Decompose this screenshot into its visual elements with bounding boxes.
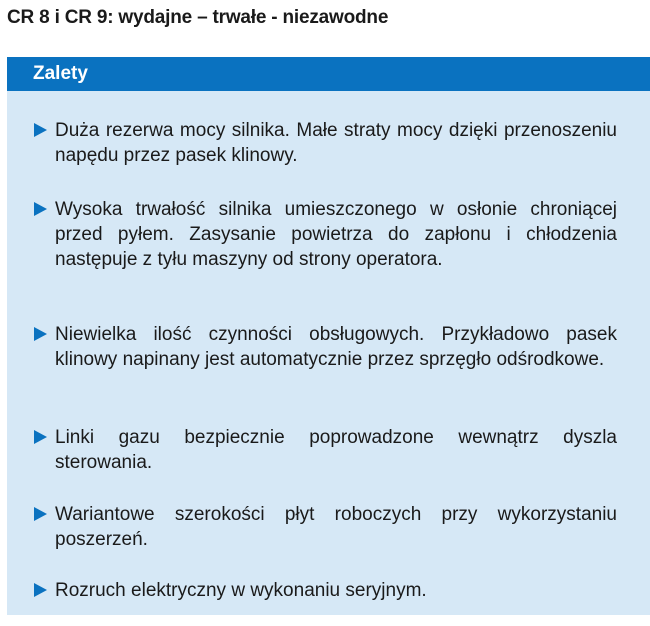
list-item xyxy=(34,502,617,552)
triangle-bullet-icon xyxy=(34,327,47,341)
list-item xyxy=(34,118,617,168)
panel-header xyxy=(7,57,650,91)
advantages-panel xyxy=(7,57,650,615)
list-item xyxy=(34,322,617,372)
triangle-bullet-icon xyxy=(34,583,47,597)
list-item-text: Rozruch elektryczny w wykonaniu seryjnym. xyxy=(55,580,427,601)
list-item-text: Wysoka trwałość silnika umieszczonego w osłonie chroniącej przed pyłem. Zasysanie powietrza do zapłonu i chłodzenia następuje z tyłu maszyny od strony operatora. xyxy=(55,199,617,270)
list-item xyxy=(34,197,617,272)
triangle-bullet-icon xyxy=(34,123,47,137)
panel-header-title: Zalety xyxy=(33,63,88,84)
list-item xyxy=(34,425,617,475)
list-item xyxy=(34,578,617,603)
triangle-bullet-icon xyxy=(34,202,47,216)
page-title: CR 8 i CR 9: wydajne – trwałe - niezawodne xyxy=(7,7,389,28)
list-item-text: Niewielka ilość czynności obsługowych. Przykładowo pasek klinowy napinany jest automatycznie przez sprzęgło odśrodkowe. xyxy=(55,324,617,370)
triangle-bullet-icon xyxy=(34,430,47,444)
list-item-text: Wariantowe szerokości płyt roboczych przy wykorzystaniu poszerzeń. xyxy=(55,504,617,550)
triangle-bullet-icon xyxy=(34,507,47,521)
list-item-text: Duża rezerwa mocy silnika. Małe straty mocy dzięki przenoszeniu napędu przez pasek klinowy. xyxy=(55,120,617,166)
list-item-text: Linki gazu bezpiecznie poprowadzone wewnątrz dyszla sterowania. xyxy=(55,427,617,473)
